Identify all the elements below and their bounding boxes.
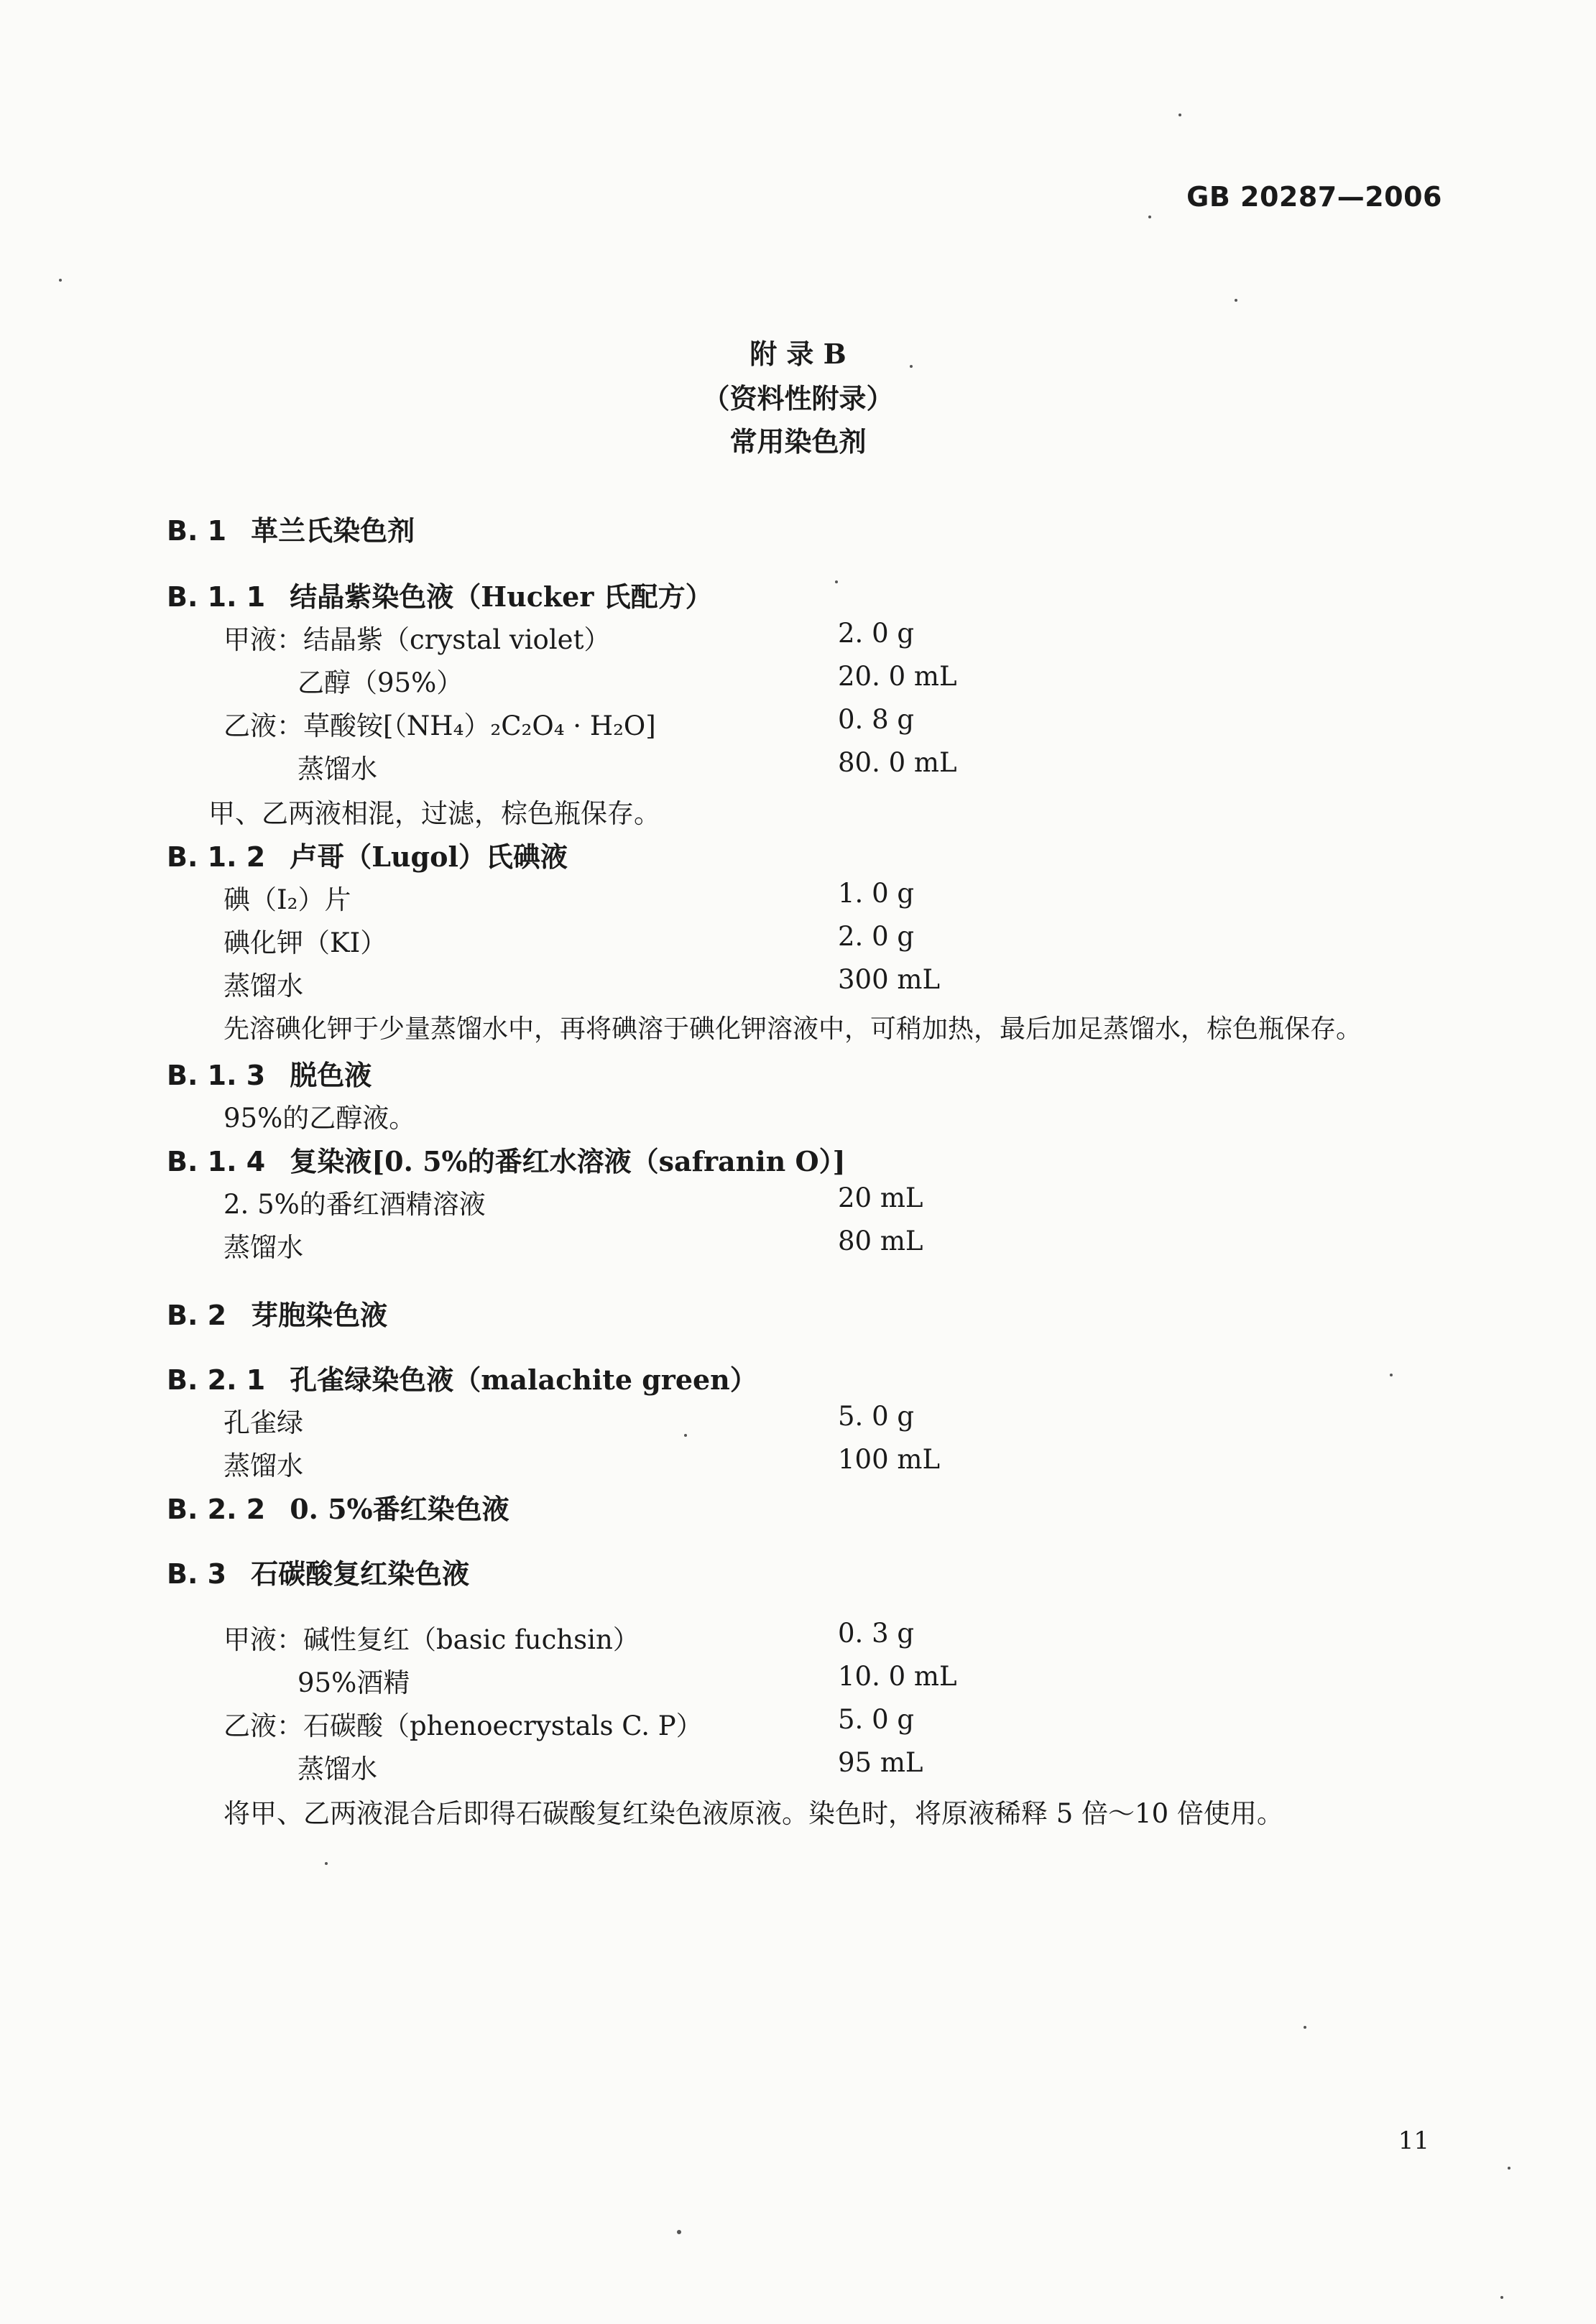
scan-speck — [1235, 299, 1237, 302]
standard-number: GB 20287—2006 — [1186, 181, 1442, 213]
reagent-label: 孔雀绿 — [223, 1407, 303, 1438]
reagent-amount: 80. 0 mL — [838, 747, 957, 778]
reagent-label: 蒸馏水 — [297, 1754, 377, 1784]
reagent-amount: 80 mL — [838, 1226, 923, 1256]
reagent-label: 碘（I₂）片 — [223, 884, 351, 915]
scan-speck — [835, 580, 838, 583]
reagent-amount: 10. 0 mL — [838, 1661, 957, 1692]
section-b14-heading — [167, 1139, 846, 1179]
reagent-label: 蒸馏水 — [223, 1232, 303, 1263]
reagent-amount: 100 mL — [838, 1444, 941, 1475]
reagent-label: 乙液：石碳酸（phenoecrystals C. P） — [223, 1710, 703, 1741]
reagent-amount: 5. 0 g — [838, 1704, 915, 1735]
section-note: 先溶碘化钾于少量蒸馏水中，再将碘溶于碘化钾溶液中，可稍加热，最后加足蒸馏水，棕色瓶保存。 — [223, 1014, 1362, 1044]
scan-speck — [684, 1434, 687, 1437]
scan-speck — [59, 279, 62, 282]
scan-speck — [677, 2230, 681, 2234]
scan-speck — [910, 365, 913, 368]
reagent-amount: 300 mL — [838, 964, 941, 995]
appendix-title: 附 录 B — [749, 338, 847, 370]
reagent-amount: 95 mL — [838, 1747, 923, 1778]
reagent-label: 蒸馏水 — [223, 1450, 303, 1481]
reagent-label: 乙醇（95%） — [297, 667, 463, 698]
scan-speck — [1178, 114, 1181, 116]
section-number: B. 2. 2 — [167, 1494, 266, 1525]
section-title: 结晶紫染色液（Hucker 氏配方） — [290, 580, 713, 613]
section-note: 95%的乙醇液。 — [223, 1103, 416, 1134]
section-number: B. 1. 4 — [167, 1146, 266, 1177]
reagent-label: 甲液：结晶紫（crystal violet） — [223, 624, 611, 655]
reagent-amount: 20 mL — [838, 1182, 923, 1213]
reagent-amount: 0. 3 g — [838, 1618, 915, 1649]
reagent-amount: 2. 0 g — [838, 618, 915, 649]
scan-speck — [1390, 1374, 1393, 1376]
section-title: 复染液[0. 5%的番红水溶液（safranin O）] — [290, 1145, 846, 1177]
section-number: B. 3 — [167, 1558, 227, 1590]
scan-speck — [1304, 2026, 1306, 2029]
section-number: B. 2. 1 — [167, 1364, 266, 1396]
section-number: B. 1. 1 — [167, 581, 266, 613]
section-note: 将甲、乙两液混合后即得石碳酸复红染色液原液。染色时，将原液稀释 5 倍～10 倍使用。 — [223, 1798, 1283, 1829]
section-b13-heading — [167, 1053, 372, 1093]
section-title: 革兰氏染色剂 — [251, 514, 415, 547]
scan-speck — [325, 1862, 328, 1865]
section-note: 甲、乙两液相混，过滤，棕色瓶保存。 — [208, 798, 660, 829]
scan-speck — [1508, 2167, 1510, 2170]
section-number: B. 1. 2 — [167, 841, 266, 873]
section-number: B. 1. 3 — [167, 1060, 266, 1091]
section-b11-heading — [167, 575, 713, 614]
reagent-amount: 5. 0 g — [838, 1401, 915, 1432]
section-b12-heading — [167, 835, 568, 874]
reagent-label: 蒸馏水 — [223, 971, 303, 1001]
section-b22-heading — [167, 1487, 509, 1527]
section-title: 芽胞染色液 — [251, 1299, 388, 1331]
section-number: B. 2 — [167, 1300, 227, 1331]
reagent-label: 乙液：草酸铵[（NH₄）₂C₂O₄ · H₂O] — [223, 710, 656, 741]
section-b1-heading — [167, 509, 415, 548]
section-b21-heading — [167, 1358, 757, 1397]
section-title: 孔雀绿染色液（malachite green） — [290, 1364, 757, 1396]
section-title: 石碳酸复红染色液 — [251, 1557, 470, 1590]
section-title: 卢哥（Lugol）氏碘液 — [290, 841, 568, 873]
section-title: 脱色液 — [290, 1059, 372, 1091]
reagent-amount: 0. 8 g — [838, 704, 915, 735]
reagent-amount: 1. 0 g — [838, 878, 915, 909]
scan-speck — [1148, 216, 1151, 218]
appendix-subtitle: （资料性附录） — [702, 382, 894, 415]
section-number: B. 1 — [167, 515, 227, 547]
section-b2-heading — [167, 1293, 387, 1333]
reagent-label: 甲液：碱性复红（basic fuchsin） — [223, 1624, 640, 1655]
scan-speck — [1500, 2296, 1503, 2299]
page-number: 11 — [1398, 2126, 1429, 2155]
reagent-label: 蒸馏水 — [297, 754, 377, 784]
reagent-amount: 2. 0 g — [838, 921, 915, 952]
reagent-label: 95%酒精 — [297, 1667, 410, 1698]
appendix-name: 常用染色剂 — [729, 425, 867, 458]
reagent-label: 碘化钾（KI） — [223, 927, 387, 958]
reagent-label: 2. 5%的番红酒精溶液 — [223, 1189, 486, 1220]
section-b3-heading — [167, 1552, 469, 1591]
section-title: 0. 5%番红染色液 — [290, 1493, 509, 1525]
reagent-amount: 20. 0 mL — [838, 661, 957, 692]
